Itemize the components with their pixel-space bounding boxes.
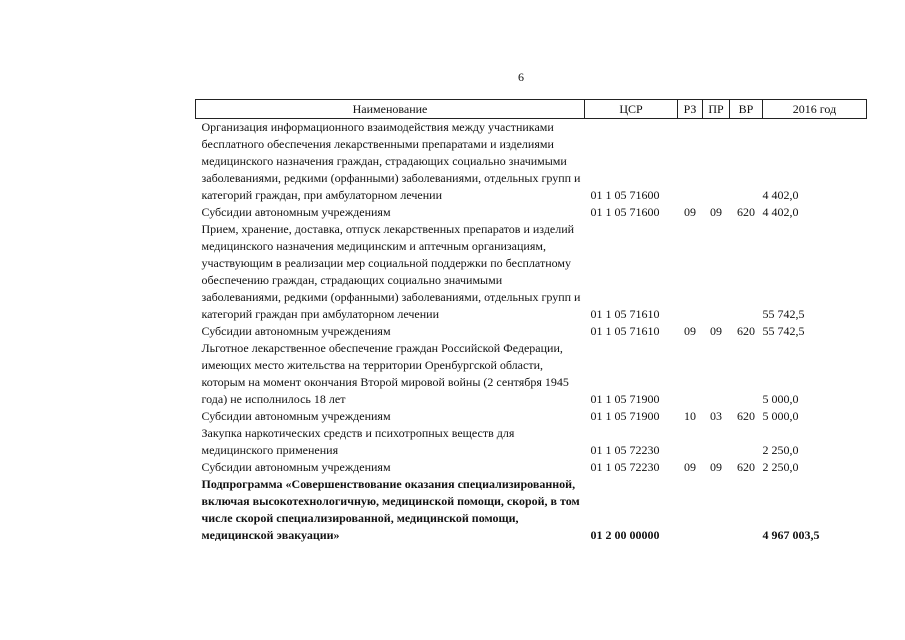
cell-pr <box>703 221 730 323</box>
cell-vr: 620 <box>737 409 755 423</box>
cell-rz <box>678 340 703 408</box>
cell-pr: 09 <box>710 324 722 338</box>
cell-name: Субсидии автономным учреждениям <box>201 205 391 219</box>
cell-name: Льготное лекарственное обеспечение граждан Российской Федерации, имеющих место жительства на территории Оренбургской области, которым на момент окончания Второй мировой войны (2 сентября 1945 года) не исполнилось 18 лет <box>201 341 569 406</box>
cell-amount: 2 250,0 <box>762 460 799 474</box>
cell-csr: 01 1 05 71610 <box>590 307 660 321</box>
cell-name: Прием, хранение, доставка, отпуск лекарственных препаратов и изделий медицинского назначения медицинским и аптечным организациям, участвующим в реализации мер социальной поддержки по бесплатному обеспечению граждан, страдающих социально значимыми заболеваниями, редкими (орфанными) заболеваниями, отдельных групп и категорий граждан при амбулаторном лечении <box>201 222 581 321</box>
cell-csr: 01 1 05 71900 <box>590 409 660 423</box>
table-row <box>196 204 867 221</box>
cell-name: Организация информационного взаимодействия между участниками бесплатного обеспечения лекарственными препаратами и изделиями медицинского назначения граждан, страдающих социально значимыми заболеваниями, редкими (орфанными) заболеваниями, отдельных групп и категорий граждан, при амбулаторном лечении <box>201 120 581 202</box>
cell-vr: 620 <box>737 460 755 474</box>
cell-amount: 4 402,0 <box>762 188 799 202</box>
cell-rz <box>678 221 703 323</box>
header-pr: ПР <box>703 100 730 119</box>
table-row <box>196 408 867 425</box>
cell-name: Субсидии автономным учреждениям <box>201 324 391 338</box>
cell-pr: 03 <box>710 409 722 423</box>
cell-vr: 620 <box>737 205 755 219</box>
page-number: 6 <box>518 70 524 84</box>
cell-name: Подпрограмма «Совершенствование оказания специализированной, включая высокотехнологичную, медицинской помощи, скорой, в том числе скорой специализированной, медицинской помощи, медицинской эвакуации» <box>201 477 580 542</box>
cell-csr: 01 1 05 71610 <box>590 324 660 338</box>
header-vr: ВР <box>730 100 763 119</box>
cell-pr <box>703 340 730 408</box>
cell-csr: 01 1 05 71600 <box>590 205 660 219</box>
cell-amount: 2 250,0 <box>762 443 799 457</box>
table-row <box>196 221 867 323</box>
cell-vr <box>730 221 763 323</box>
cell-rz: 09 <box>684 205 696 219</box>
budget-table <box>195 99 867 544</box>
cell-pr <box>703 425 730 459</box>
header-rz: РЗ <box>678 100 703 119</box>
table-body <box>196 119 867 545</box>
cell-amount: 4 402,0 <box>762 205 799 219</box>
cell-csr: 01 1 05 72230 <box>590 460 660 474</box>
cell-rz: 10 <box>684 409 696 423</box>
cell-vr <box>730 425 763 459</box>
cell-vr <box>730 119 763 205</box>
header-name: Наименование <box>196 100 585 119</box>
cell-csr: 01 1 05 71900 <box>590 392 660 406</box>
table-header-row <box>196 100 867 119</box>
cell-rz <box>678 425 703 459</box>
cell-pr <box>703 476 730 544</box>
cell-rz <box>678 119 703 205</box>
cell-amount: 55 742,5 <box>762 324 805 338</box>
cell-rz: 09 <box>684 460 696 474</box>
cell-pr: 09 <box>710 460 722 474</box>
cell-vr: 620 <box>737 324 755 338</box>
table-row <box>196 459 867 476</box>
cell-rz: 09 <box>684 324 696 338</box>
cell-name: Субсидии автономным учреждениям <box>201 409 391 423</box>
cell-pr <box>703 119 730 205</box>
table-row <box>196 323 867 340</box>
cell-name: Субсидии автономным учреждениям <box>201 460 391 474</box>
header-year: 2016 год <box>763 100 867 119</box>
cell-pr: 09 <box>710 205 722 219</box>
table-row <box>196 425 867 459</box>
table-row <box>196 119 867 205</box>
header-csr: ЦСР <box>585 100 678 119</box>
table-row <box>196 476 867 544</box>
cell-name: Закупка наркотических средств и психотропных веществ для медицинского применения <box>201 426 515 457</box>
cell-vr <box>730 340 763 408</box>
cell-amount: 55 742,5 <box>762 307 805 321</box>
cell-amount: 5 000,0 <box>762 409 799 423</box>
cell-amount: 4 967 003,5 <box>762 528 820 542</box>
cell-csr: 01 1 05 72230 <box>590 443 660 457</box>
cell-vr <box>730 476 763 544</box>
cell-rz <box>678 476 703 544</box>
table-row <box>196 340 867 408</box>
cell-amount: 5 000,0 <box>762 392 799 406</box>
cell-csr: 01 1 05 71600 <box>590 188 660 202</box>
cell-csr: 01 2 00 00000 <box>590 528 660 542</box>
